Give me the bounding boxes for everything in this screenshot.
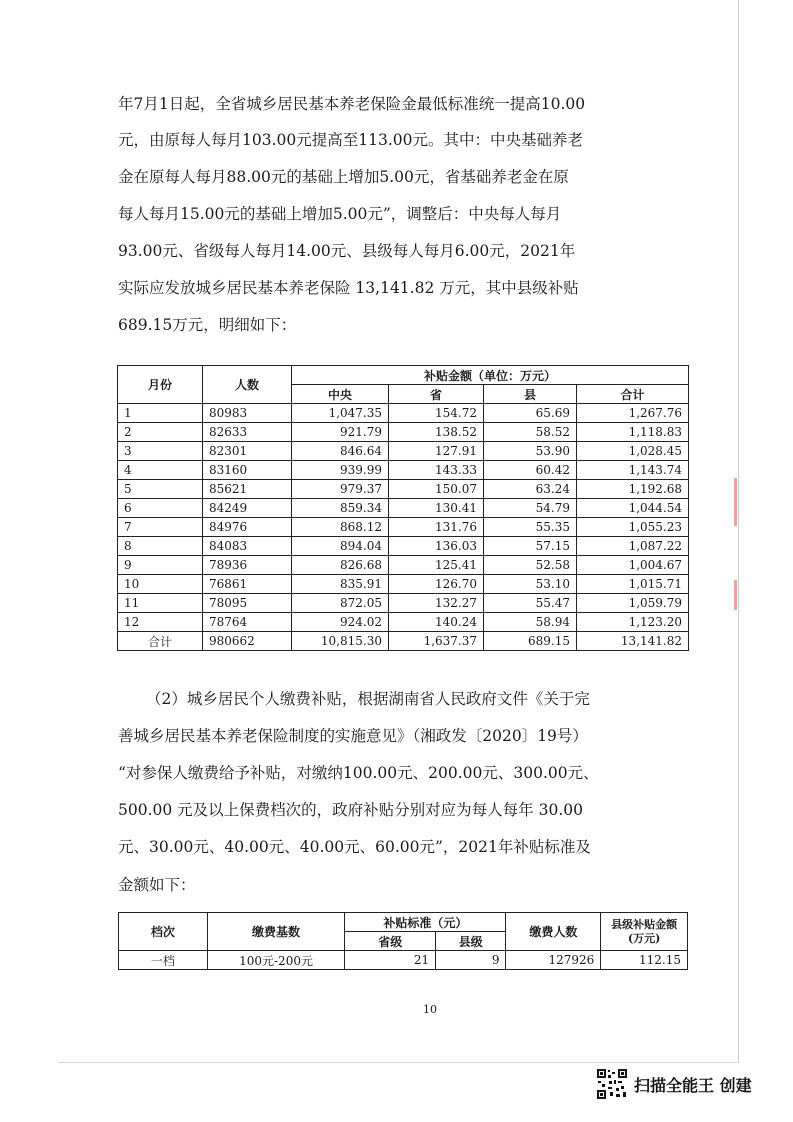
table-row [118,423,689,442]
cell-province: 138.52 [389,423,484,442]
cell-total: 1,028.45 [577,442,689,461]
col-header-province: 省 [389,385,484,404]
table-row [118,404,689,423]
cell-county: 9 [436,951,506,970]
cell-people: 83160 [203,461,292,480]
cell-province: 143.33 [389,461,484,480]
table-row [118,442,689,461]
col-header-subsidy-group: 补贴金额（单位：万元） [292,366,689,385]
cell-people: 84083 [203,537,292,556]
table-row [118,556,689,575]
cell-province: 136.03 [389,537,484,556]
cell-payers: 127926 [506,951,601,970]
cell-people: 76861 [203,575,292,594]
cell-province: 132.27 [389,594,484,613]
paragraph-line: 年7月1日起，全省城乡居民基本养老保险金最低标准统一提高10.00 [118,95,586,113]
cell-people: 84249 [203,499,292,518]
col-header-tier: 档次 [119,913,208,951]
cell-county: 58.94 [484,613,577,632]
cell-central: 846.64 [292,442,389,461]
col-header-payers: 缴费人数 [506,913,601,951]
cell-province: 21 [345,951,436,970]
paragraph-line: 善城乡居民基本养老保险制度的实施意见》（湘政发〔2020〕19号） [118,727,588,745]
cell-central: 1,047.35 [292,404,389,423]
cell-central: 872.05 [292,594,389,613]
table-row [119,951,688,970]
cell-county-amount: 112.15 [601,951,688,970]
cell-month: 10 [118,575,203,594]
cell-total-label: 合计 [118,632,203,651]
col-header-county: 县级 [436,932,506,951]
cell-central: 921.79 [292,423,389,442]
qr-code-icon [596,1068,628,1100]
col-header-total: 合计 [577,385,689,404]
red-edge-mark [734,580,737,610]
paragraph-line: 元、30.00元、40.00元、40.00元、60.00元”，2021年补贴标准及 [118,838,591,856]
cell-central: 924.02 [292,613,389,632]
cell-people: 84976 [203,518,292,537]
cell-month: 8 [118,537,203,556]
cell-month: 7 [118,518,203,537]
table-row [118,537,689,556]
cell-month: 12 [118,613,203,632]
cell-province: 126.70 [389,575,484,594]
paragraph-line: 每人每月15.00元的基础上增加5.00元”，调整后：中央每人每月 [118,205,562,223]
cell-province: 1,637.37 [389,632,484,651]
cell-county: 53.10 [484,575,577,594]
cell-month: 2 [118,423,203,442]
paragraph-line: 金在原每人每月88.00元的基础上增加5.00元，省基础养老金在原 [118,168,569,186]
cell-people: 78095 [203,594,292,613]
col-header-people: 人数 [203,366,292,404]
col-header-standard-group: 补贴标准（元） [345,913,506,932]
paragraph-line: 93.00元、省级每人每月14.00元、县级每人每月6.00元，2021年 [118,242,576,260]
cell-total: 1,143.74 [577,461,689,480]
cell-central: 979.37 [292,480,389,499]
paragraph-line: 金额如下： [118,876,196,894]
col-header-county: 县 [484,385,577,404]
cell-county: 55.47 [484,594,577,613]
col-header-month: 月份 [118,366,203,404]
cell-county: 53.90 [484,442,577,461]
cell-total: 1,059.79 [577,594,689,613]
table-row [118,594,689,613]
cell-total: 1,123.20 [577,613,689,632]
paragraph-line: 实际应发放城乡居民基本养老保险 13,141.82 万元，其中县级补贴 [118,279,579,297]
cell-total: 1,267.76 [577,404,689,423]
cell-tier: 一档 [119,951,208,970]
cell-county: 57.15 [484,537,577,556]
subsidy-monthly-table [117,365,689,651]
scanner-app-name: 扫描全能王 创建 [634,1075,752,1095]
cell-people: 980662 [203,632,292,651]
paragraph-line: 元，由原每人每月103.00元提高至113.00元。其中：中央基础养老 [118,131,583,149]
cell-total: 1,055.23 [577,518,689,537]
table-row [118,499,689,518]
cell-province: 154.72 [389,404,484,423]
cell-total: 1,192.68 [577,480,689,499]
cell-total: 1,087.22 [577,537,689,556]
scanner-footer [596,1068,752,1100]
paragraph-line: （2）城乡居民个人缴费补贴，根据湖南省人民政府文件《关于完 [146,690,590,708]
cell-county: 52.58 [484,556,577,575]
paragraph-line: 500.00 元及以上保费档次的，政府补贴分别对应为每人每年 30.00 [118,801,583,819]
cell-people: 82301 [203,442,292,461]
cell-month: 3 [118,442,203,461]
col-header-base: 缴费基数 [207,913,345,951]
cell-people: 85621 [203,480,292,499]
cell-people: 78936 [203,556,292,575]
col-header-county-amount: 县级补贴金额(万元) [601,913,688,951]
cell-county: 55.35 [484,518,577,537]
page-number: 10 [423,1003,437,1016]
cell-province: 140.24 [389,613,484,632]
col-header-central: 中央 [292,385,389,404]
cell-month: 1 [118,404,203,423]
cell-month: 6 [118,499,203,518]
cell-month: 5 [118,480,203,499]
cell-county: 60.42 [484,461,577,480]
cell-month: 9 [118,556,203,575]
cell-county: 58.52 [484,423,577,442]
table-row [118,480,689,499]
cell-central: 10,815.30 [292,632,389,651]
cell-total: 1,015.71 [577,575,689,594]
cell-province: 127.91 [389,442,484,461]
red-edge-mark [734,478,737,526]
cell-people: 82633 [203,423,292,442]
cell-central: 868.12 [292,518,389,537]
cell-county: 63.24 [484,480,577,499]
cell-people: 80983 [203,404,292,423]
col-header-province: 省级 [345,932,436,951]
cell-province: 150.07 [389,480,484,499]
cell-county: 689.15 [484,632,577,651]
paragraph-line: 689.15万元，明细如下： [118,316,297,334]
cell-month: 11 [118,594,203,613]
cell-month: 4 [118,461,203,480]
cell-base: 100元-200元 [207,951,345,970]
cell-central: 835.91 [292,575,389,594]
cell-total: 13,141.82 [577,632,689,651]
document-page [58,0,739,1063]
cell-province: 131.76 [389,518,484,537]
cell-province: 125.41 [389,556,484,575]
cell-province: 130.41 [389,499,484,518]
table-row [118,518,689,537]
table-row [118,613,689,632]
cell-total: 1,004.67 [577,556,689,575]
cell-people: 78764 [203,613,292,632]
paragraph-line: “对参保人缴费给予补贴，对缴纳100.00元、200.00元、300.00元、 [118,764,599,782]
cell-central: 826.68 [292,556,389,575]
table-row [118,461,689,480]
cell-central: 939.99 [292,461,389,480]
cell-total: 1,044.54 [577,499,689,518]
cell-county: 54.79 [484,499,577,518]
table-total-row [118,632,689,651]
cell-central: 859.34 [292,499,389,518]
table-row [118,575,689,594]
cell-total: 1,118.83 [577,423,689,442]
cell-county: 65.69 [484,404,577,423]
contribution-subsidy-table [118,912,688,970]
cell-central: 894.04 [292,537,389,556]
